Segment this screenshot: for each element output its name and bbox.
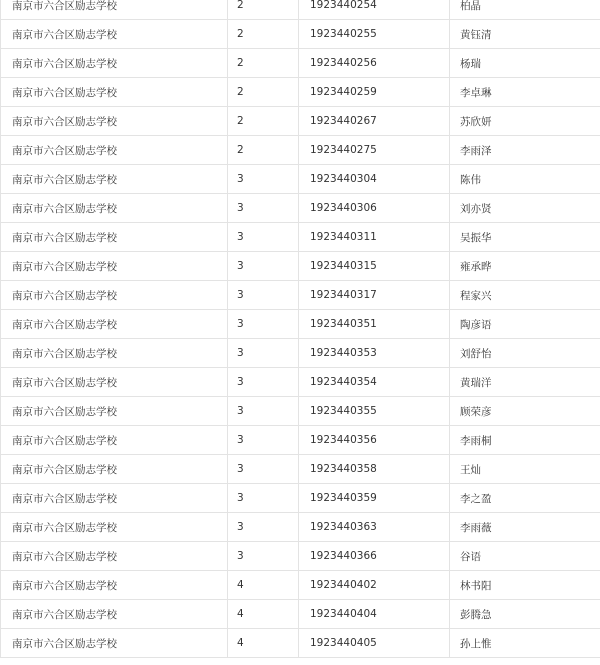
class-cell: 3	[228, 426, 299, 455]
student-id-cell: 1923440355	[299, 397, 450, 426]
school-cell: 南京市六合区励志学校	[1, 542, 228, 571]
class-cell: 3	[228, 281, 299, 310]
student-id-cell: 1923440366	[299, 542, 450, 571]
student-id-cell: 1923440259	[299, 78, 450, 107]
school-cell: 南京市六合区励志学校	[1, 78, 228, 107]
table-row	[1, 223, 600, 252]
table-row	[1, 455, 600, 484]
table-row	[1, 571, 600, 600]
table-row	[1, 107, 600, 136]
class-cell: 3	[228, 455, 299, 484]
class-cell: 3	[228, 165, 299, 194]
school-cell: 南京市六合区励志学校	[1, 136, 228, 165]
class-cell: 3	[228, 339, 299, 368]
student-id-cell: 1923440351	[299, 310, 450, 339]
school-cell: 南京市六合区励志学校	[1, 339, 228, 368]
student-id-cell: 1923440363	[299, 513, 450, 542]
student-id-cell: 1923440317	[299, 281, 450, 310]
table-row	[1, 20, 600, 49]
table-row	[1, 484, 600, 513]
school-cell: 南京市六合区励志学校	[1, 281, 228, 310]
student-name-cell: 柏晶	[450, 0, 600, 20]
class-cell: 2	[228, 136, 299, 165]
class-cell: 3	[228, 310, 299, 339]
class-cell: 2	[228, 78, 299, 107]
student-name-cell: 程家兴	[450, 281, 600, 310]
student-name-cell: 杨瑞	[450, 49, 600, 78]
student-name-cell: 陶彦语	[450, 310, 600, 339]
class-cell: 3	[228, 194, 299, 223]
student-name-cell: 陈伟	[450, 165, 600, 194]
school-cell: 南京市六合区励志学校	[1, 223, 228, 252]
student-name-cell: 李雨泽	[450, 136, 600, 165]
school-cell: 南京市六合区励志学校	[1, 368, 228, 397]
class-cell: 2	[228, 107, 299, 136]
table-row	[1, 542, 600, 571]
student-name-cell: 李雨桐	[450, 426, 600, 455]
student-name-cell: 李雨薇	[450, 513, 600, 542]
student-name-cell: 李卓琳	[450, 78, 600, 107]
class-cell: 3	[228, 368, 299, 397]
student-name-cell: 彭腾急	[450, 600, 600, 629]
class-cell: 3	[228, 223, 299, 252]
student-id-cell: 1923440402	[299, 571, 450, 600]
school-cell: 南京市六合区励志学校	[1, 165, 228, 194]
student-name-cell: 李之盈	[450, 484, 600, 513]
table-row	[1, 165, 600, 194]
student-id-cell: 1923440354	[299, 368, 450, 397]
school-cell: 南京市六合区励志学校	[1, 513, 228, 542]
class-cell: 4	[228, 600, 299, 629]
student-id-cell: 1923440267	[299, 107, 450, 136]
table-row	[1, 310, 600, 339]
school-cell: 南京市六合区励志学校	[1, 49, 228, 78]
student-id-cell: 1923440275	[299, 136, 450, 165]
class-cell: 3	[228, 252, 299, 281]
table-row	[1, 136, 600, 165]
student-name-cell: 刘亦贤	[450, 194, 600, 223]
class-cell: 4	[228, 629, 299, 658]
table-row	[1, 629, 600, 658]
student-name-cell: 雍承晔	[450, 252, 600, 281]
table-row	[1, 78, 600, 107]
school-cell: 南京市六合区励志学校	[1, 629, 228, 658]
school-cell: 南京市六合区励志学校	[1, 310, 228, 339]
student-id-cell: 1923440358	[299, 455, 450, 484]
class-cell: 3	[228, 542, 299, 571]
student-name-cell: 黄瑞洋	[450, 368, 600, 397]
student-id-cell: 1923440311	[299, 223, 450, 252]
student-id-cell: 1923440256	[299, 49, 450, 78]
student-name-cell: 孙上惟	[450, 629, 600, 658]
student-name-cell: 黄钰清	[450, 20, 600, 49]
school-cell: 南京市六合区励志学校	[1, 600, 228, 629]
school-cell: 南京市六合区励志学校	[1, 455, 228, 484]
table-row	[1, 513, 600, 542]
school-cell: 南京市六合区励志学校	[1, 397, 228, 426]
table-row	[1, 194, 600, 223]
student-id-cell: 1923440306	[299, 194, 450, 223]
table-row	[1, 252, 600, 281]
student-name-cell: 林书阳	[450, 571, 600, 600]
table-row	[1, 600, 600, 629]
student-id-cell: 1923440359	[299, 484, 450, 513]
school-cell: 南京市六合区励志学校	[1, 20, 228, 49]
student-id-cell: 1923440315	[299, 252, 450, 281]
student-id-cell: 1923440353	[299, 339, 450, 368]
class-cell: 2	[228, 20, 299, 49]
student-id-cell: 1923440405	[299, 629, 450, 658]
class-cell: 2	[228, 0, 299, 20]
table-row	[1, 339, 600, 368]
school-cell: 南京市六合区励志学校	[1, 252, 228, 281]
table-row	[1, 49, 600, 78]
class-cell: 3	[228, 484, 299, 513]
student-id-cell: 1923440254	[299, 0, 450, 20]
school-cell: 南京市六合区励志学校	[1, 107, 228, 136]
class-cell: 3	[228, 513, 299, 542]
student-name-cell: 谷语	[450, 542, 600, 571]
table-row	[1, 368, 600, 397]
class-cell: 4	[228, 571, 299, 600]
student-name-cell: 苏欣妍	[450, 107, 600, 136]
table-row	[1, 0, 600, 20]
student-name-cell: 顾荣彦	[450, 397, 600, 426]
student-table-body	[1, 0, 600, 658]
table-row	[1, 426, 600, 455]
class-cell: 3	[228, 397, 299, 426]
school-cell: 南京市六合区励志学校	[1, 484, 228, 513]
student-id-cell: 1923440404	[299, 600, 450, 629]
student-name-cell: 王灿	[450, 455, 600, 484]
school-cell: 南京市六合区励志学校	[1, 426, 228, 455]
table-row	[1, 397, 600, 426]
class-cell: 2	[228, 49, 299, 78]
student-id-cell: 1923440255	[299, 20, 450, 49]
school-cell: 南京市六合区励志学校	[1, 0, 228, 20]
school-cell: 南京市六合区励志学校	[1, 571, 228, 600]
school-cell: 南京市六合区励志学校	[1, 194, 228, 223]
student-id-cell: 1923440356	[299, 426, 450, 455]
table-row	[1, 281, 600, 310]
student-name-cell: 刘舒怡	[450, 339, 600, 368]
student-name-cell: 吴振华	[450, 223, 600, 252]
student-id-cell: 1923440304	[299, 165, 450, 194]
